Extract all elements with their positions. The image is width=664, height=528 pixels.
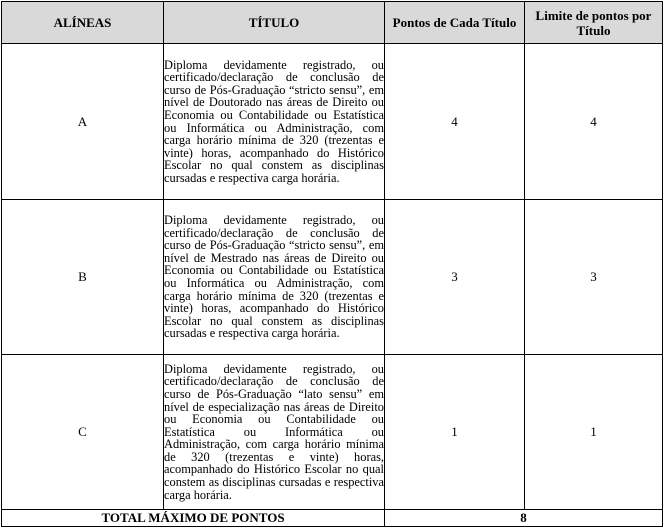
table-row xyxy=(2,44,663,200)
titulo-cell xyxy=(164,200,385,355)
limite-cell: 3 xyxy=(525,200,663,355)
pontos-cell: 1 xyxy=(385,355,525,510)
header-titulo: TÍTULO xyxy=(164,2,385,44)
titulo-text: Diploma devidamente registrado, ou certificado/declaração de conclusão de curso de Pós-Graduação “stricto sensu”, em nível de Mestrado nas áreas de Direito ou Economia ou Contabilidade ou Estatística ou Informática ou Administração, com carga horário mínima de 320 (trezentas e vinte) horas, acompanhado do Histórico Escolar no qual constem as disciplinas cursadas e respectiva carga horária. xyxy=(164,213,384,341)
header-limite xyxy=(525,2,663,44)
alinea-cell: C xyxy=(2,355,164,510)
limite-cell: 4 xyxy=(525,44,663,200)
pontos-cell: 3 xyxy=(385,200,525,355)
alinea-cell: B xyxy=(2,200,164,355)
limite-cell: 1 xyxy=(525,355,663,510)
header-pontos xyxy=(385,2,525,44)
header-row xyxy=(2,2,663,44)
alinea-cell: A xyxy=(2,44,164,200)
header-pontos-label: Pontos de Cada Título xyxy=(392,15,517,30)
pontos-cell: 4 xyxy=(385,44,525,200)
header-alineas: ALÍNEAS xyxy=(2,2,164,44)
titulo-text: Diploma devidamente registrado, ou certificado/declaração de conclusão de curso de Pós-Graduação “lato sensu” em nível de especialização nas áreas de Direito ou Economia ou Contabilidade ou Estatística ou Informática ou Administração, com carga horário mínima de 320 (trezentas e vinte) horas, acompanhado do Histórico Escolar no qual constem as disciplinas cursadas e respectiva carga horária. xyxy=(164,361,384,502)
titulo-cell xyxy=(164,355,385,510)
table-row xyxy=(2,355,663,510)
titulo-cell xyxy=(164,44,385,200)
titulo-text: Diploma devidamente registrado, ou certificado/declaração de conclusão de curso de Pós-Graduação “stricto sensu”, em nível de Doutorado nas áreas de Direito ou Economia ou Contabilidade ou Estatística ou Informática ou Administração, com carga horário mínima de 320 (trezentas e vinte) horas, acompanhado do Histórico Escolar no qual constem as disciplinas cursadas e respectiva carga horária. xyxy=(164,57,384,185)
total-value: 8 xyxy=(385,510,663,527)
total-row xyxy=(2,510,663,527)
criteria-table xyxy=(1,1,663,527)
header-limite-label: Limite de pontos por Título xyxy=(535,7,652,38)
total-label: TOTAL MÁXIMO DE PONTOS xyxy=(2,510,385,527)
table-row xyxy=(2,200,663,355)
